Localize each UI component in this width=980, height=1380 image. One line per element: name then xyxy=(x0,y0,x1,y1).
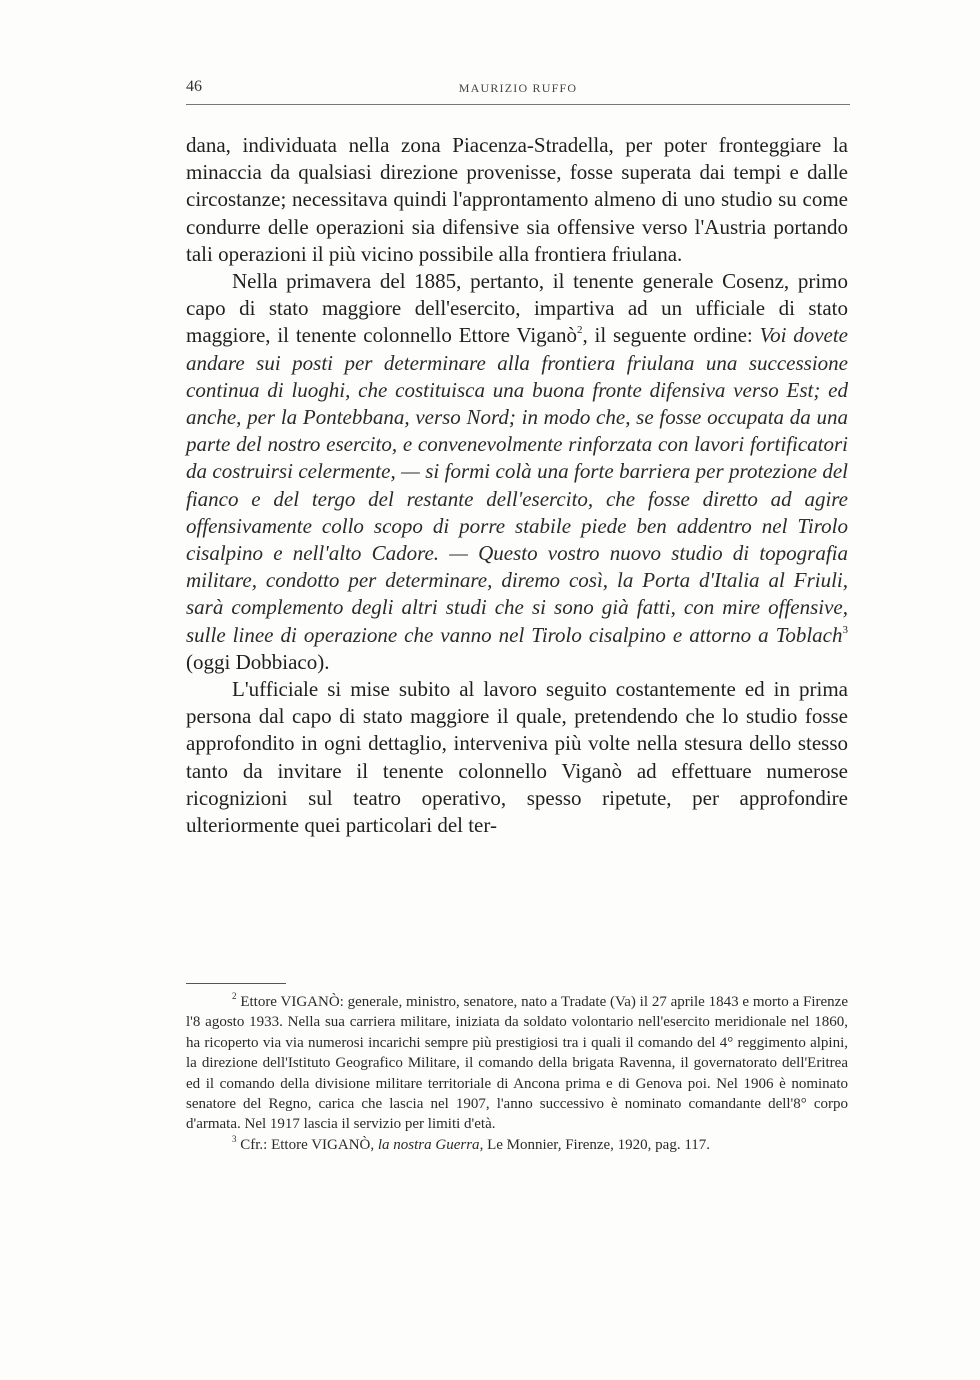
paragraph-2 xyxy=(186,268,848,676)
footnote-separator xyxy=(186,983,286,984)
running-head-author: MAURIZIO RUFFO xyxy=(458,81,578,95)
page-number: 46 xyxy=(186,78,202,95)
footnote-2-text: Ettore VIGANÒ: generale, ministro, senatore, nato a Tradate (Va) il 27 aprile 1843 e morto a Firenze l'8 agosto 1933. Nella sua carriera militare, iniziata da soldato volontario nell'esercito meridionale nel 1860, ha ricoperto via via numerosi incarichi sempre più prestigiosi tra i quali il comando del 4° reggimento alpini, la direzione dell'Istituto Geografico Militare, il comando della brigata Ravenna, il governatorato dell'Eritrea ed il comando della divisione militare territoriale di Ancona prima e di Genova poi. Nel 1906 è nominato senatore del Regno, carica che lascia nel 1907, l'anno successivo è nominato comandante dell'8° corpo d'armata. Nel 1917 lascia il servizio per limiti d'età. xyxy=(186,994,848,1133)
footnote-3-book-title: la nostra Guerra xyxy=(377,1136,480,1153)
footnote-2-number: 2 xyxy=(232,991,237,1001)
paragraph-1: dana, individuata nella zona Piacenza-Stradella, per poter fronteggiare la minaccia da qualsiasi direzione provenisse, fosse superata dai tempi e dalle circostanze; necessitava quindi l'approntamento almeno di uno studio su come condurre delle operazioni sia difensive sia offensive verso l'Austria portando tali operazioni il più vicino possibile alla frontiera friulana. xyxy=(186,133,848,266)
footnote-ref-3: 3 xyxy=(842,623,848,636)
quoted-order: Voi dovete andare sui posti per determinare alla frontiera friulana una successione continua di luoghi, che costituisca una buona fronte difensiva verso Est; ed anche, per la Pontebbana, verso Nord; in modo che, se fosse occupata da una parte del nostro esercito, e convenevolmente rinforzata con lavori fortificatori da costruirsi celermente, — si formi colà una forte barriera per protezione del fianco e del tergo del restante dell'esercito, che fosse diretto ad agire offensivamente collo scopo di porre stabile piede ben addentro nel Tirolo cisalpino e nell'alto Cadore. — Questo vostro nuovo studio di topografia militare, condotto per determinare, diremo così, la Porta d'Italia al Friuli, sarà complemento degli altri studi che si sono già fatti, con mire offensive, sulle linee di operazione che vanno nel Tirolo cisalpino e attorno a Toblach xyxy=(186,323,848,647)
paragraph-3: L'ufficiale si mise subito al lavoro seguito costantemente ed in prima persona dal capo di stato maggiore il quale, pretendendo che lo studio fosse approfondito in ogni dettaglio, interveniva più volte nella stesura dello stesso tanto da invitare il tenente colonnello Viganò ad effettuare numerose ricognizioni sul teatro operativo, spesso ripetute, per approfondire ulteriormente quei particolari del ter- xyxy=(186,677,848,838)
paragraph-2-after-ref: , il seguente ordine: xyxy=(582,323,760,348)
main-text xyxy=(186,132,848,839)
footnote-3-tail: , Le Monnier, Firenze, 1920, pag. 117. xyxy=(479,1136,711,1153)
paragraph-2-lead: Nella primavera del 1885, pertanto, il tenente generale Cosenz, primo capo di stato maggiore dell'esercito, impartiva ad un ufficiale di stato maggiore, il tenente colonnello Ettore Viganò xyxy=(186,269,848,348)
header-rule xyxy=(186,104,850,105)
footnote-3 xyxy=(186,1135,848,1155)
paragraph-2-tail: (oggi Dobbiaco). xyxy=(186,649,330,674)
page-header xyxy=(186,78,850,102)
footnote-2 xyxy=(186,992,848,1135)
footnote-3-lead: Cfr.: Ettore VIGANÒ, xyxy=(236,1136,378,1153)
footnote-3-number: 3 xyxy=(232,1133,237,1144)
footnotes xyxy=(186,992,848,1155)
footnote-ref-2: 2 xyxy=(576,324,583,337)
